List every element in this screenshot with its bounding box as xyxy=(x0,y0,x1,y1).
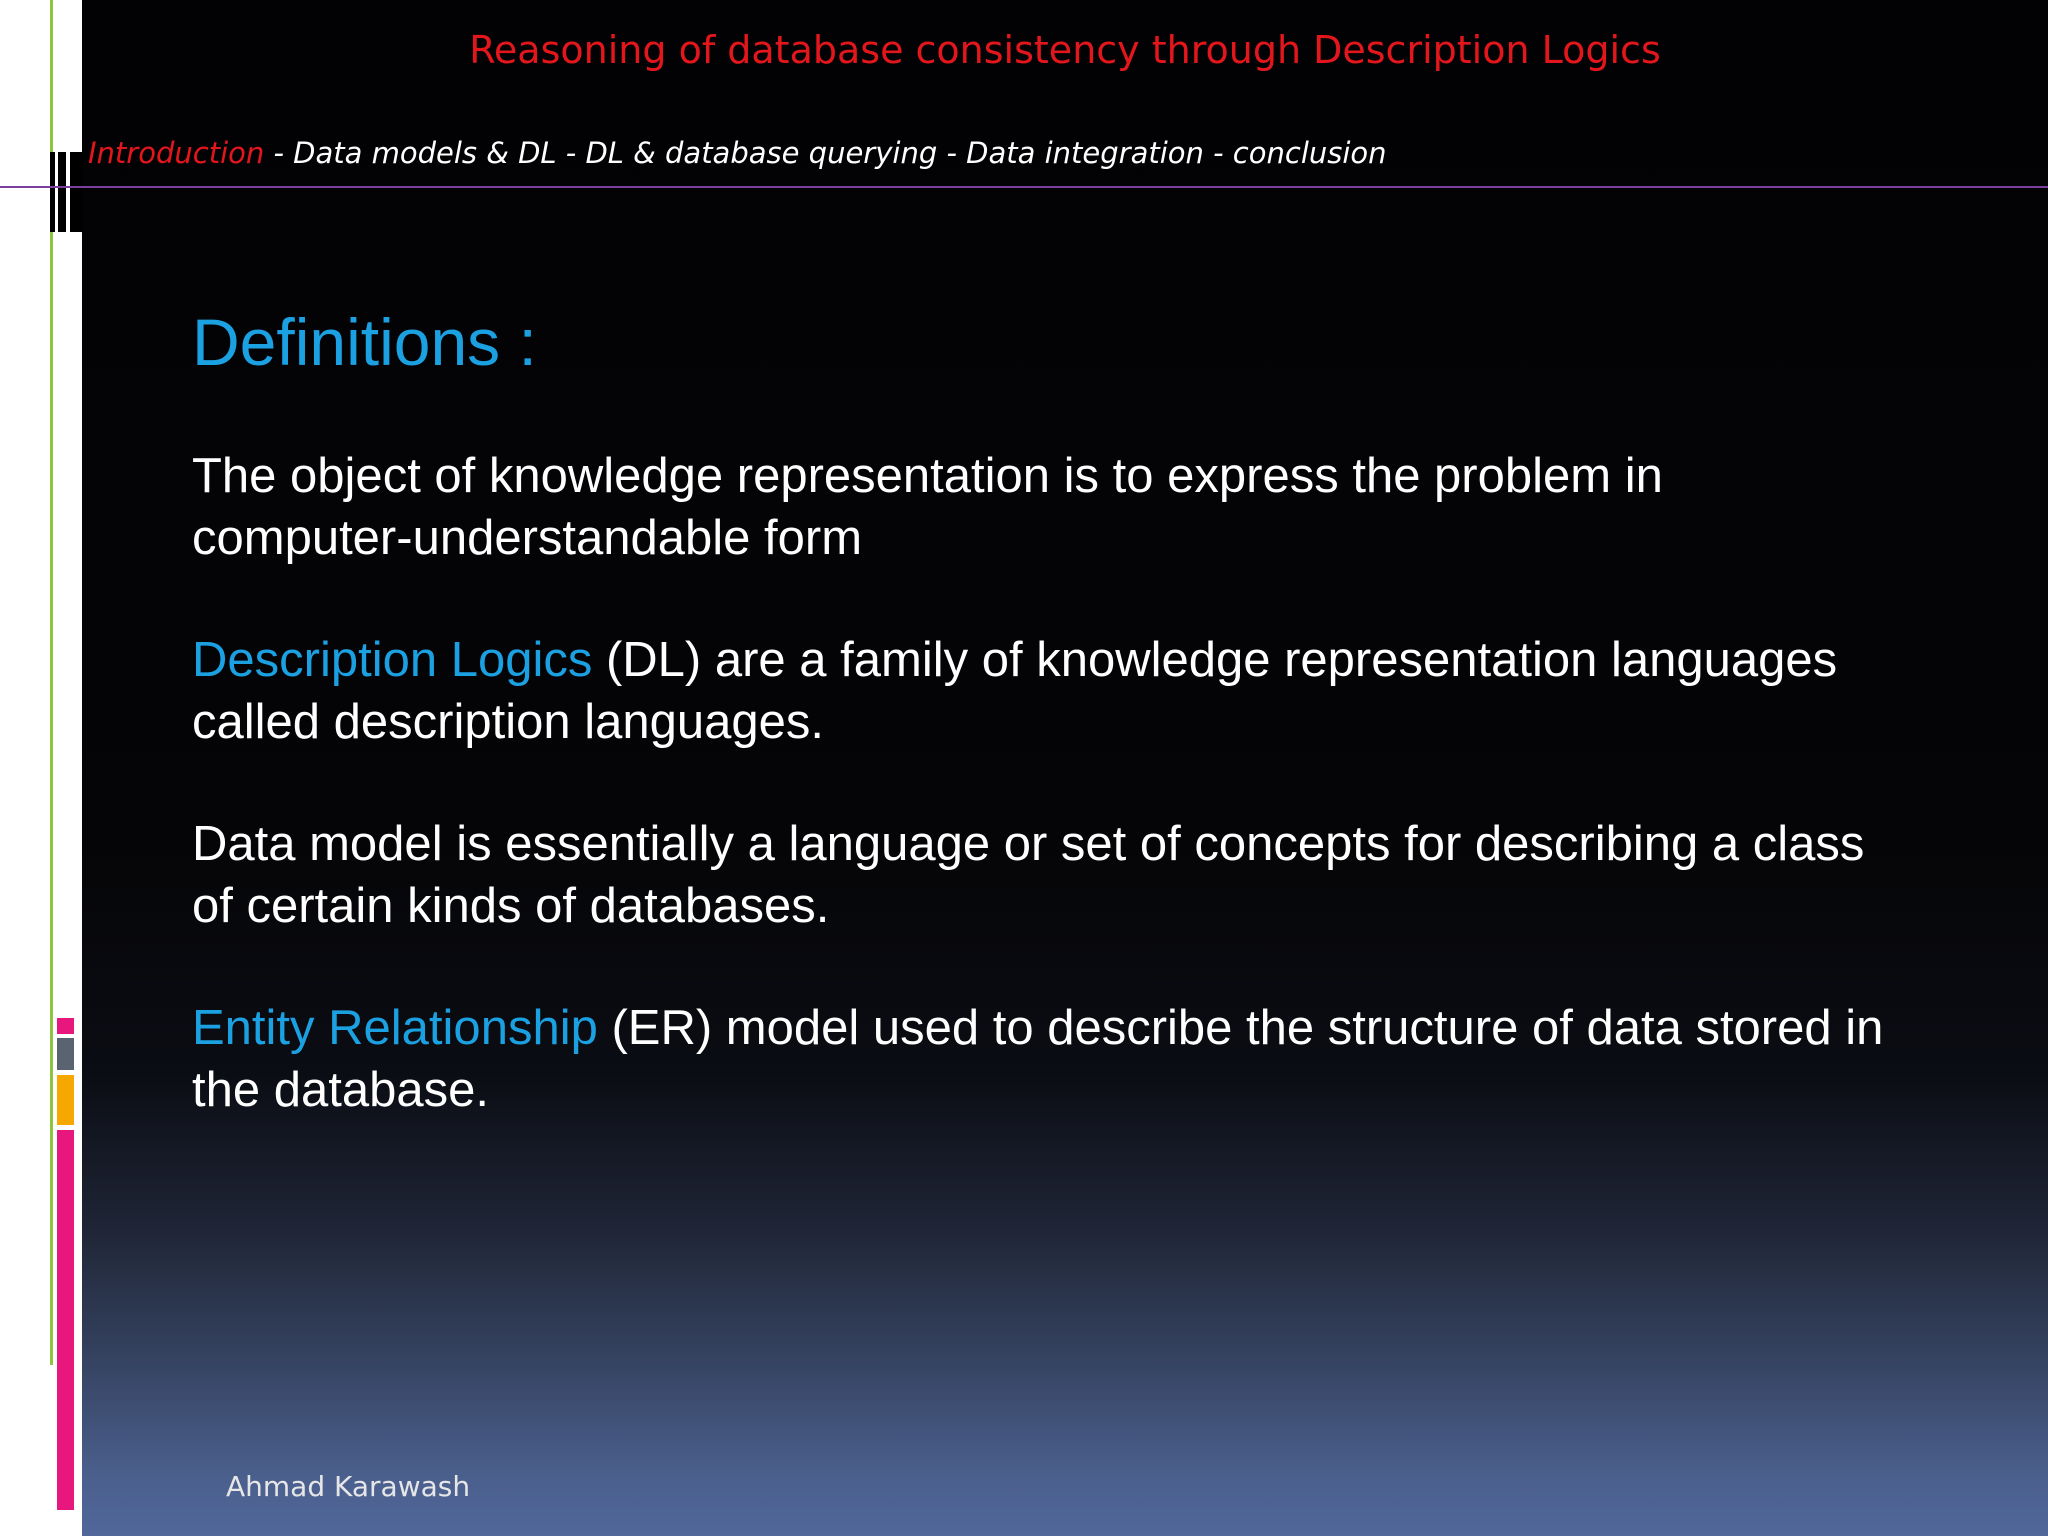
slide-background-panel xyxy=(82,0,2048,1536)
swatch-orange xyxy=(57,1075,74,1125)
paragraph-text: (DL) are a family of knowledge representation languages called description languages. xyxy=(192,633,1838,749)
decor-bar xyxy=(70,152,82,232)
header-divider xyxy=(0,186,2048,188)
paragraph-text: (ER) model used to describe the structure of data stored in the database. xyxy=(192,1001,1884,1117)
swatch-pink-small xyxy=(57,1018,74,1034)
breadcrumb-rest: - Data models & DL - DL & database querying - Data integration - conclusion xyxy=(264,136,1387,170)
footer-author: Ahmad Karawash xyxy=(226,1470,471,1503)
breadcrumb xyxy=(88,136,1387,170)
section-heading: Definitions : xyxy=(192,305,537,379)
definition-paragraph xyxy=(192,813,1892,937)
paragraph-text: The object of knowledge representation is to express the problem in computer-understandable form xyxy=(192,449,1663,565)
highlighted-term: Description Logics xyxy=(192,633,593,687)
decor-bar xyxy=(58,152,66,232)
paragraph-text: Data model is essentially a language or set of concepts for describing a class of certain kinds of databases. xyxy=(192,817,1865,933)
definition-paragraph xyxy=(192,445,1892,569)
swatch-pink-tall xyxy=(57,1130,74,1510)
breadcrumb-current: Introduction xyxy=(88,136,265,170)
definition-paragraph xyxy=(192,629,1892,753)
decor-bar xyxy=(50,152,55,232)
swatch-gray xyxy=(57,1038,74,1070)
highlighted-term: Entity Relationship xyxy=(192,1001,598,1055)
definition-paragraph xyxy=(192,997,1892,1121)
slide-title: Reasoning of database consistency through Description Logics xyxy=(469,28,1661,72)
